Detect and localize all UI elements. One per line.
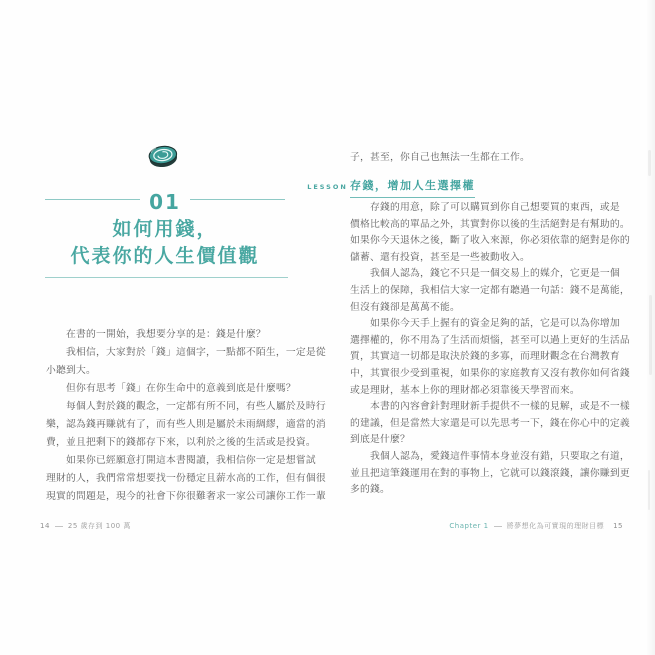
book-title: 25 歲存到 100 萬: [67, 522, 131, 530]
body-text-line: 或是理財，基本上你的理財都必須靠後天學習而來。: [350, 384, 580, 396]
body-text-line: 如果你今天退休之後，斷了收入來源，你必須依靠的絕對是你的: [350, 235, 630, 247]
lesson-number: 01: [149, 190, 181, 214]
body-text-line: 我個人認為，錢它不只是一個交易上的媒介，它更是一個: [350, 268, 620, 280]
page-edge-artifact: [649, 295, 652, 375]
body-text-line: 小聽到大。: [46, 365, 96, 376]
lesson-rule-right: [190, 199, 285, 200]
left-page-footer: [36, 521, 131, 531]
page-edge-artifact: [648, 150, 651, 176]
body-text-line: 樂，認為錢再賺就有了，而有些人則是屬於未雨綢繆，適當的消: [46, 419, 326, 430]
body-text-line: 如果你已經願意打開這本書閱讀，我相信你一定是想嘗試: [46, 455, 316, 466]
body-text-line: 選擇權的，你不用為了生活而煩惱，甚至可以過上更好的生活品: [350, 334, 630, 346]
body-text-line: 多的錢。: [350, 484, 390, 496]
body-text-line: 的建議，但是當然大家還是可以先思考一下，錢在你心中的定義: [350, 417, 630, 429]
body-text-line: 子，甚至，你自己也無法一生都在工作。: [350, 152, 530, 163]
body-text-line: 生活上的保障，我相信大家一定都有聽過一句話：錢不是萬能，: [350, 284, 630, 296]
footer-divider-rule: [494, 526, 502, 527]
body-text-line: 如果你今天手上握有的資金足夠的話，它是可以為你增加: [350, 318, 620, 330]
body-text-line: 在書的一開始，我想要分享的是：錢是什麼？: [46, 329, 266, 340]
body-text-line: 但沒有錢卻是萬萬不能。: [350, 301, 460, 313]
body-text-line: 費，並且把剩下的錢都存下來，以利於之後的生活或是投資。: [46, 437, 316, 448]
footer-divider-rule: [55, 526, 63, 527]
body-text-line: 我個人認為，愛錢這件事情本身並沒有錯，只要取之有道，: [350, 450, 630, 462]
title-divider-rule: [45, 277, 288, 278]
body-text-line: 質，其實這一切都是取決於錢的多寡，而理財觀念在台灣教育: [350, 351, 620, 363]
lesson-label: LESSON: [307, 183, 348, 191]
right-page-intro-text: [350, 149, 626, 166]
chapter-label: Chapter 1: [449, 522, 489, 530]
chapter-title: 將夢想化為可實現的理財目標: [506, 522, 605, 530]
section-heading: 存錢，增加人生選擇權: [350, 177, 475, 198]
body-text-line: 並且把這筆錢運用在對的事物上，它就可以錢滾錢，讓你賺到更: [350, 467, 630, 479]
body-text-line: 但你有思考「錢」在你生命中的意義到底是什麼嗎？: [46, 383, 296, 394]
body-text-line: 存錢的用意，除了可以購買到你自己想要買的東西，或是: [350, 202, 620, 213]
body-text-line: 現實的問題是，現今的社會下你很難奢求一家公司讓你工作一輩: [46, 491, 326, 502]
body-text-line: 中，其實很少受到重視，如果你的家庭教育又沒有教你如何省錢: [350, 367, 630, 379]
lesson-rule-left: [45, 199, 140, 200]
coin-icon: [144, 138, 182, 174]
body-text-line: 理財的人，我們常常想要找一份穩定且薪水高的工作，但有個很: [46, 473, 326, 484]
lesson-title-line2: 代表你的人生價值觀: [70, 245, 260, 267]
body-text-line: 儲蓄、還有投資，甚至是一些被動收入。: [350, 251, 530, 263]
body-text-line: 我相信，大家對於「錢」這個字，一點都不陌生，一定是從: [46, 347, 326, 358]
lesson-title: [20, 216, 310, 270]
left-page-body-text: [46, 326, 326, 506]
left-page-number: 14: [40, 522, 50, 530]
body-text-line: 本書的內容會針對理財新手提供不一樣的見解，或是不一樣: [350, 401, 630, 413]
right-page-footer: [449, 521, 623, 531]
body-text-line: 到底是什麼？: [350, 434, 410, 446]
right-page-body-text: [350, 200, 630, 499]
body-text-line: 每個人對於錢的觀念，一定都有所不同，有些人屬於及時行: [46, 401, 326, 412]
body-text-line: 價格比較高的單品之外，其實對你以後的生活絕對是有幫助的。: [350, 218, 630, 230]
page-edge-artifact: [648, 470, 650, 510]
right-page-number: 15: [613, 522, 623, 530]
lesson-title-line1: 如何用錢，: [112, 218, 218, 240]
